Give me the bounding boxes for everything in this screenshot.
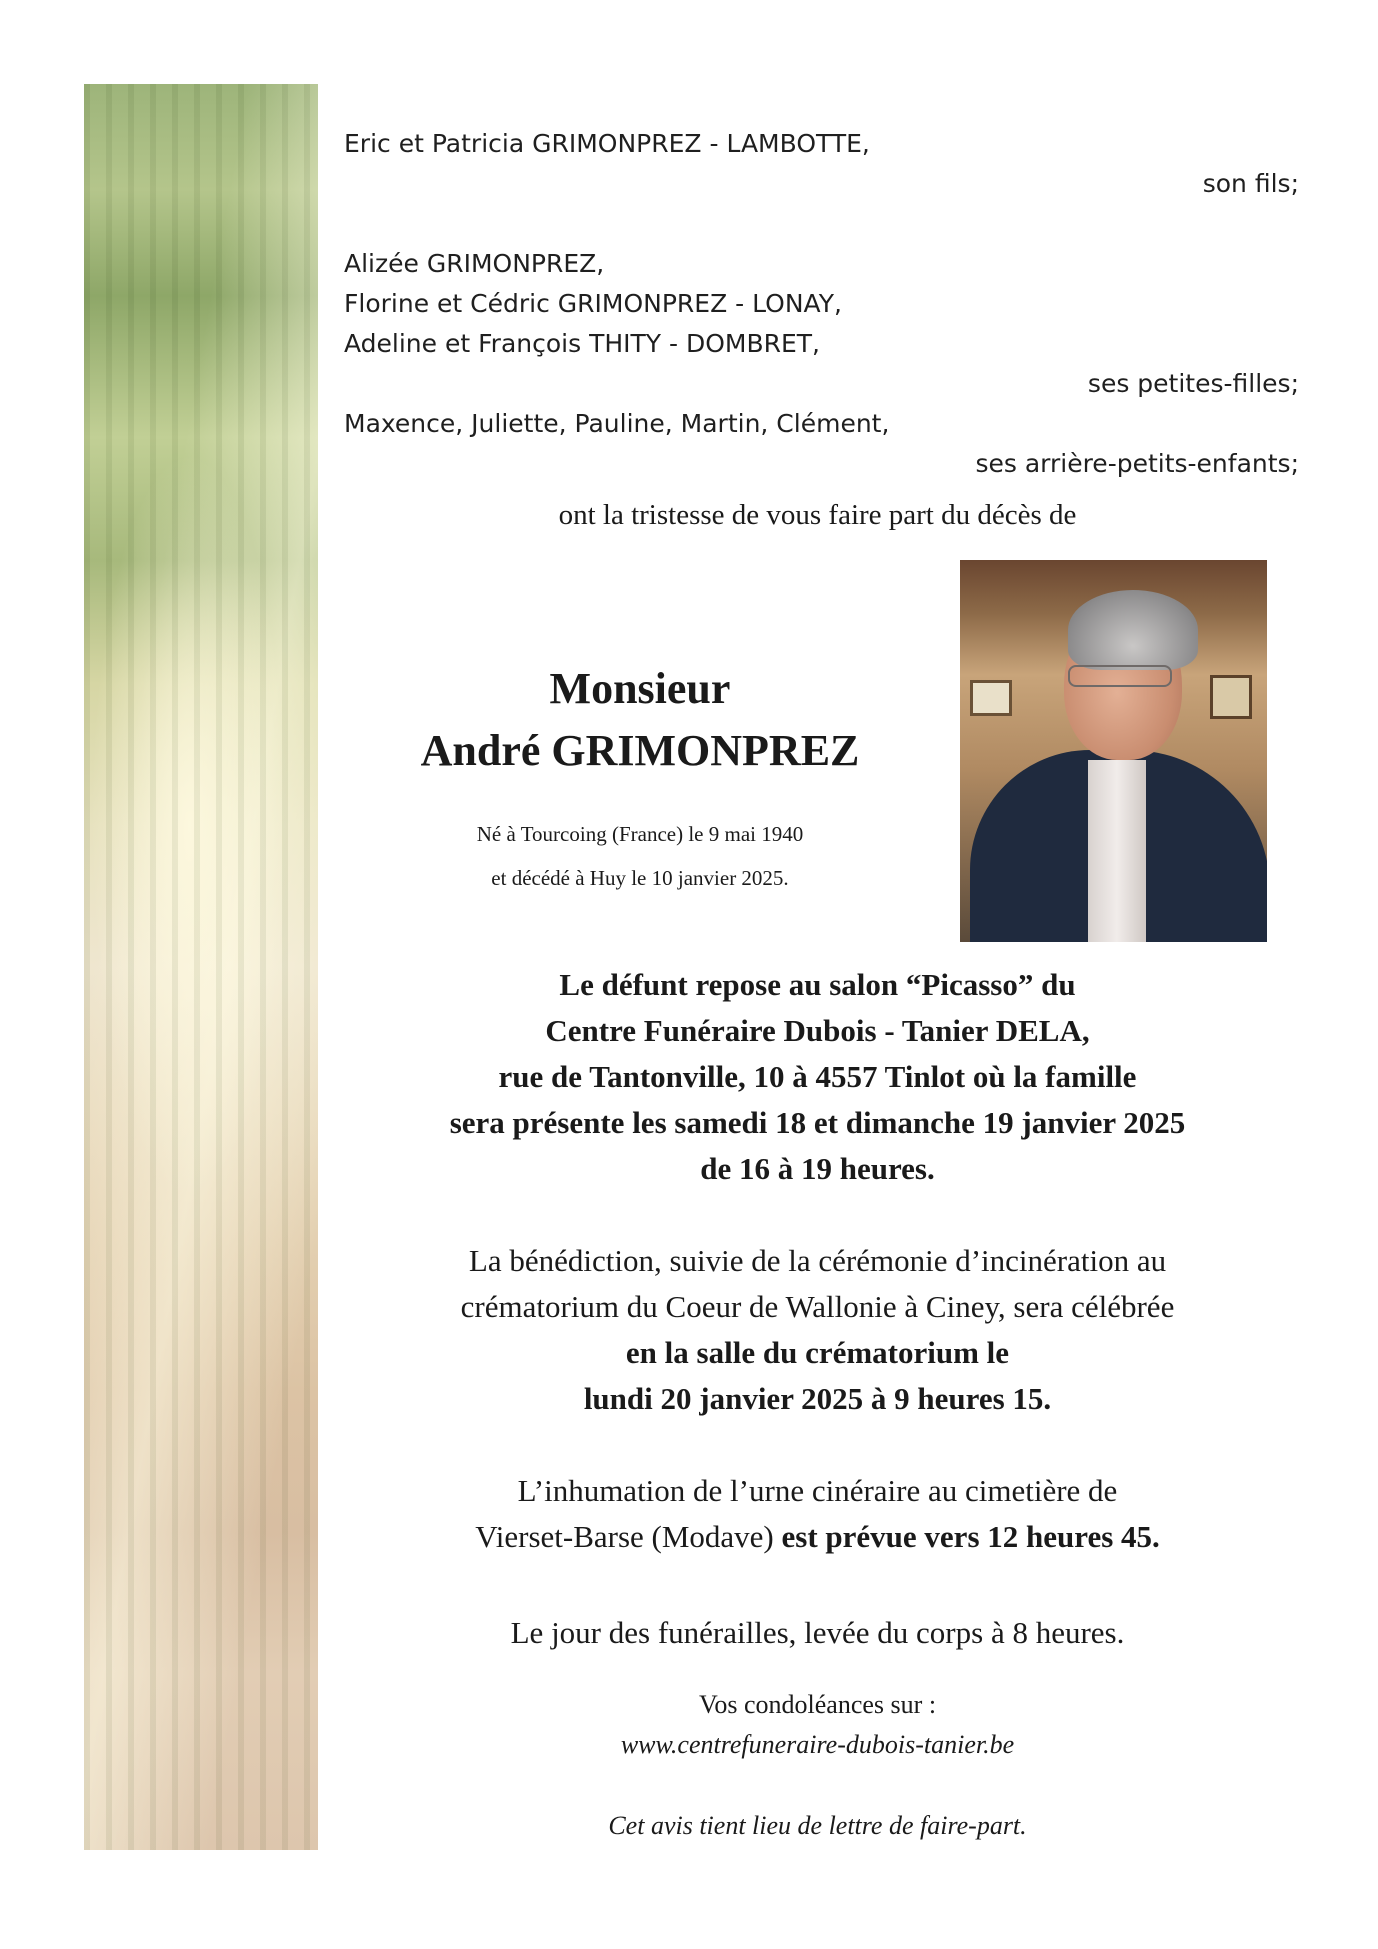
- family-member-line: Adeline et François THITY - DOMBRET,: [344, 329, 821, 358]
- family-member-line: Maxence, Juliette, Pauline, Martin, Clément,: [344, 409, 890, 438]
- condolences-link[interactable]: www.centrefuneraire-dubois-tanier.be: [620, 1730, 1015, 1759]
- family-member-line: Florine et Cédric GRIMONPREZ - LONAY,: [344, 289, 842, 318]
- relation-label: son fils;: [1202, 169, 1299, 198]
- wall-frame-left: [970, 680, 1012, 716]
- portrait-glasses: [1068, 665, 1172, 687]
- viewing-line: Centre Funéraire Dubois - Tanier DELA,: [545, 1013, 1090, 1048]
- deceased-title: Monsieur: [549, 664, 731, 713]
- intro-text: ont la tristesse de vous faire part du décès de: [558, 499, 1077, 531]
- viewing-info: [340, 962, 1295, 1192]
- ceremony-info: [340, 1238, 1295, 1422]
- birth-line: Né à Tourcoing (France) le 9 mai 1940: [476, 822, 804, 846]
- viewing-line: de 16 à 19 heures.: [700, 1151, 935, 1186]
- death-line: et décédé à Huy le 10 janvier 2025.: [491, 866, 789, 890]
- funeral-info: Le jour des funérailles, levée du corps à 8 heures.: [510, 1615, 1125, 1650]
- viewing-line: sera présente les samedi 18 et dimanche 19 janvier 2025: [449, 1105, 1186, 1140]
- ceremony-line: La bénédiction, suivie de la cérémonie d’incinération au: [468, 1243, 1167, 1278]
- portrait-photo: [960, 560, 1267, 942]
- birth-death-info: [380, 812, 900, 900]
- family-member-line: [344, 204, 1299, 244]
- inhumation-line: L’inhumation de l’urne cinéraire au cimetière de: [517, 1473, 1118, 1508]
- relation-label: ses arrière-petits-enfants;: [975, 449, 1299, 478]
- ceremony-line: crématorium du Coeur de Wallonie à Ciney, sera célébrée: [460, 1289, 1175, 1324]
- wall-frame-right: [1210, 675, 1252, 719]
- forest-path-image: [84, 84, 318, 1850]
- relation-label: ses petites-filles;: [1087, 369, 1299, 398]
- viewing-line: rue de Tantonville, 10 à 4557 Tinlot où la famille: [498, 1059, 1137, 1094]
- ceremony-line: lundi 20 janvier 2025 à 9 heures 15.: [583, 1381, 1052, 1416]
- family-member-line: Eric et Patricia GRIMONPREZ - LAMBOTTE,: [344, 129, 870, 158]
- family-member-line: Alizée GRIMONPREZ,: [344, 249, 605, 278]
- condolences-block: [340, 1685, 1295, 1765]
- family-list: [344, 124, 1299, 484]
- portrait-shirt: [1088, 760, 1146, 942]
- condolences-label: Vos condoléances sur :: [698, 1690, 937, 1719]
- inhumation-line: Vierset-Barse (Modave) est prévue vers 12 heures 45.: [475, 1519, 1160, 1554]
- deceased-name-block: [380, 658, 900, 782]
- footer-note: Cet avis tient lieu de lettre de faire-part.: [608, 1811, 1027, 1840]
- ceremony-line: en la salle du crématorium le: [625, 1335, 1010, 1370]
- portrait-hair: [1068, 590, 1198, 670]
- deceased-name: André GRIMONPREZ: [420, 726, 860, 775]
- inhumation-info: [340, 1468, 1295, 1560]
- viewing-line: Le défunt repose au salon “Picasso” du: [559, 967, 1076, 1002]
